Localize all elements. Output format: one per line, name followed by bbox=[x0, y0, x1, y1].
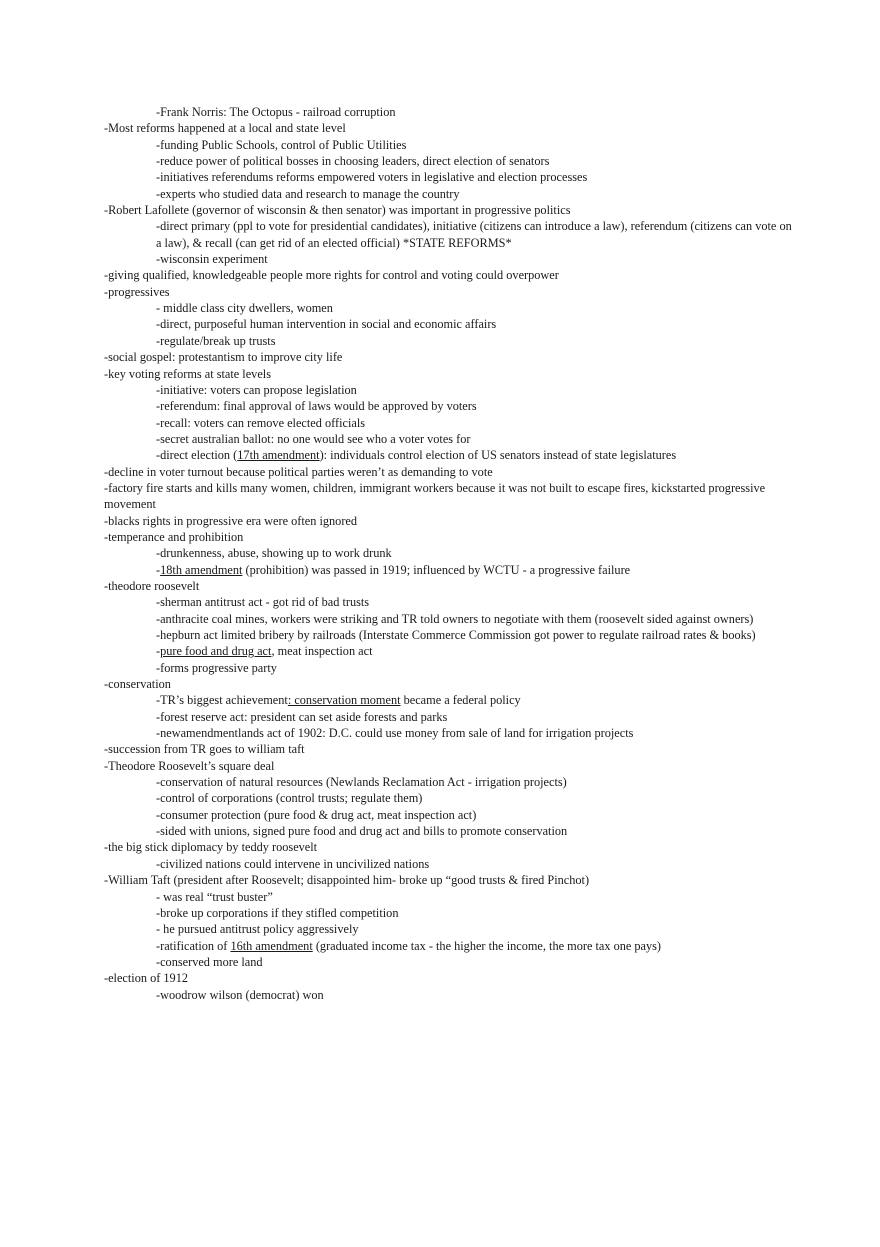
sub-note-line bbox=[104, 186, 794, 202]
note-line bbox=[104, 284, 794, 300]
note-text: -regulate/break up trusts bbox=[156, 333, 276, 348]
sub-note-line bbox=[104, 889, 794, 905]
sub-note-line bbox=[104, 562, 794, 578]
sub-note-line bbox=[104, 627, 794, 643]
sub-note-line bbox=[104, 660, 794, 676]
sub-note-line bbox=[104, 725, 794, 741]
sub-note-line bbox=[104, 251, 794, 267]
sub-note-line bbox=[104, 987, 794, 1003]
sub-note-line bbox=[104, 692, 794, 708]
note-text: -Frank Norris: The Octopus - railroad corruption bbox=[156, 105, 396, 119]
note-text: -woodrow wilson (democrat) won bbox=[156, 987, 324, 1002]
sub-note-line bbox=[104, 954, 794, 970]
note-line bbox=[104, 578, 794, 594]
note-text: - bbox=[156, 644, 161, 659]
note-line bbox=[104, 366, 794, 382]
sub-note-line bbox=[104, 545, 794, 561]
sub-note-line bbox=[104, 709, 794, 725]
note-text: -referendum: final approval of laws would be approved by voters bbox=[156, 399, 477, 414]
note-line bbox=[104, 741, 794, 757]
note-text: - bbox=[156, 562, 161, 577]
note-text: -election of 1912 bbox=[104, 971, 189, 986]
note-line bbox=[104, 349, 794, 365]
sub-note-line bbox=[104, 333, 794, 349]
sub-note-line bbox=[104, 643, 794, 659]
note-text: -anthracite coal mines, workers were striking and TR told owners to negotiate with them (roosevelt sided against owners) bbox=[156, 611, 754, 626]
note-text: -temperance and prohibition bbox=[104, 529, 244, 544]
note-text: -control of corporations (control trusts; regulate them) bbox=[156, 791, 423, 806]
note-line bbox=[104, 267, 794, 283]
note-text: -ratification of bbox=[156, 938, 231, 953]
note-text: -initiatives referendums reforms empowered voters in legislative and election processes bbox=[156, 170, 588, 185]
note-text: -sided with unions, signed pure food and drug act and bills to promote conservation bbox=[156, 824, 568, 839]
sub-note-line bbox=[104, 104, 794, 120]
underlined-term: pure food and drug act bbox=[160, 644, 272, 659]
note-text: (graduated income tax - the higher the income, the more tax one pays) bbox=[312, 938, 662, 953]
sub-note-line bbox=[104, 316, 794, 332]
note-text: -recall: voters can remove elected officials bbox=[156, 415, 366, 430]
sub-note-line bbox=[104, 594, 794, 610]
note-text: -conserved more land bbox=[156, 954, 263, 969]
sub-note-line bbox=[104, 431, 794, 447]
sub-note-line bbox=[104, 807, 794, 823]
note-line bbox=[104, 513, 794, 529]
sub-note-line bbox=[104, 611, 794, 627]
note-text: -the big stick diplomacy by teddy roosevelt bbox=[104, 840, 318, 855]
sub-note-line bbox=[104, 790, 794, 806]
note-text: -blacks rights in progressive era were often ignored bbox=[104, 513, 358, 528]
sub-note-line bbox=[104, 921, 794, 937]
note-text: -theodore roosevelt bbox=[104, 578, 200, 593]
note-text: -wisconsin experiment bbox=[156, 252, 268, 267]
note-text: - he pursued antitrust policy aggressively bbox=[156, 922, 359, 937]
document-body bbox=[104, 104, 794, 1003]
sub-note-line bbox=[104, 415, 794, 431]
underlined-term: 17th amendment bbox=[237, 448, 320, 463]
note-text: -secret australian ballot: no one would see who a voter votes for bbox=[156, 431, 471, 446]
sub-note-line bbox=[104, 905, 794, 921]
underlined-term: 18th amendment bbox=[160, 562, 243, 577]
sub-note-line bbox=[104, 856, 794, 872]
note-line bbox=[104, 202, 794, 218]
note-line bbox=[104, 480, 794, 513]
note-line bbox=[104, 872, 794, 888]
note-text: -William Taft (president after Roosevelt; disappointed him- broke up “good trusts & fired Pinchot) bbox=[104, 873, 590, 888]
note-text: -consumer protection (pure food & drug act, meat inspection act) bbox=[156, 807, 477, 822]
note-text: -direct election ( bbox=[156, 448, 238, 463]
sub-note-line bbox=[104, 447, 794, 463]
note-line bbox=[104, 464, 794, 480]
note-text: -initiative: voters can propose legislation bbox=[156, 382, 357, 397]
underlined-term: 16th amendment bbox=[230, 938, 313, 953]
note-line bbox=[104, 970, 794, 986]
sub-note-line bbox=[104, 137, 794, 153]
sub-note-line bbox=[104, 382, 794, 398]
note-line bbox=[104, 529, 794, 545]
sub-note-line bbox=[104, 823, 794, 839]
note-text: -direct primary (ppl to vote for presidential candidates), initiative (citizens can introduce a law), referendum (citizens can vote on a law), & recall (can get rid of an elected official) *STATE REFORMS* bbox=[156, 219, 792, 250]
note-line bbox=[104, 758, 794, 774]
note-line bbox=[104, 839, 794, 855]
note-text: -social gospel: protestantism to improve city life bbox=[104, 350, 343, 365]
note-text: -drunkenness, abuse, showing up to work drunk bbox=[156, 546, 392, 561]
note-text: -key voting reforms at state levels bbox=[104, 366, 271, 381]
note-text: -Theodore Roosevelt’s square deal bbox=[104, 758, 275, 773]
underlined-term: : conservation moment bbox=[287, 693, 401, 708]
note-text: ): individuals control election of US senators instead of state legislatures bbox=[319, 448, 677, 463]
note-text: -reduce power of political bosses in choosing leaders, direct election of senators bbox=[156, 154, 550, 169]
note-text: -progressives bbox=[104, 284, 170, 299]
note-text: -experts who studied data and research to manage the country bbox=[156, 186, 460, 201]
note-text: - middle class city dwellers, women bbox=[156, 301, 333, 316]
note-text: -forms progressive party bbox=[156, 660, 277, 675]
sub-note-line bbox=[104, 218, 794, 251]
note-text: -civilized nations could intervene in uncivilized nations bbox=[156, 856, 430, 871]
note-text: -giving qualified, knowledgeable people more rights for control and voting could overpower bbox=[104, 268, 559, 283]
note-text: -newamendmentlands act of 1902: D.C. could use money from sale of land for irrigation projects bbox=[156, 726, 634, 741]
sub-note-line bbox=[104, 300, 794, 316]
note-text: -hepburn act limited bribery by railroads (Interstate Commerce Commission got power to regulate railroad rates & books) bbox=[156, 628, 756, 642]
note-text: -conservation bbox=[104, 677, 171, 692]
note-text: -funding Public Schools, control of Public Utilities bbox=[156, 137, 407, 152]
note-line bbox=[104, 676, 794, 692]
note-text: -Robert Lafollete (governor of wisconsin & then senator) was important in progressive politics bbox=[104, 203, 571, 218]
note-text: -broke up corporations if they stifled competition bbox=[156, 905, 399, 920]
note-text: -succession from TR goes to william taft bbox=[104, 742, 305, 757]
note-text: -sherman antitrust act - got rid of bad trusts bbox=[156, 595, 370, 610]
note-text: , meat inspection act bbox=[271, 644, 373, 659]
sub-note-line bbox=[104, 398, 794, 414]
note-text: -forest reserve act: president can set aside forests and parks bbox=[156, 709, 448, 724]
note-text: -conservation of natural resources (Newlands Reclamation Act - irrigation projects) bbox=[156, 775, 567, 790]
sub-note-line bbox=[104, 938, 794, 954]
sub-note-line bbox=[104, 153, 794, 169]
note-text: became a federal policy bbox=[400, 693, 521, 708]
note-text: (prohibition) was passed in 1919; influenced by WCTU - a progressive failure bbox=[242, 562, 631, 577]
note-text: -decline in voter turnout because political parties weren’t as demanding to vote bbox=[104, 464, 493, 479]
sub-note-line bbox=[104, 169, 794, 185]
note-line bbox=[104, 120, 794, 136]
note-text: - was real “trust buster” bbox=[156, 889, 273, 904]
note-text: -TR’s biggest achievement bbox=[156, 693, 288, 708]
sub-note-line bbox=[104, 774, 794, 790]
note-text: -Most reforms happened at a local and state level bbox=[104, 121, 346, 136]
note-text: -factory fire starts and kills many women, children, immigrant workers because it was not built to escape fires, kickstarted progressive movement bbox=[104, 480, 766, 512]
note-text: -direct, purposeful human intervention in social and economic affairs bbox=[156, 317, 497, 332]
